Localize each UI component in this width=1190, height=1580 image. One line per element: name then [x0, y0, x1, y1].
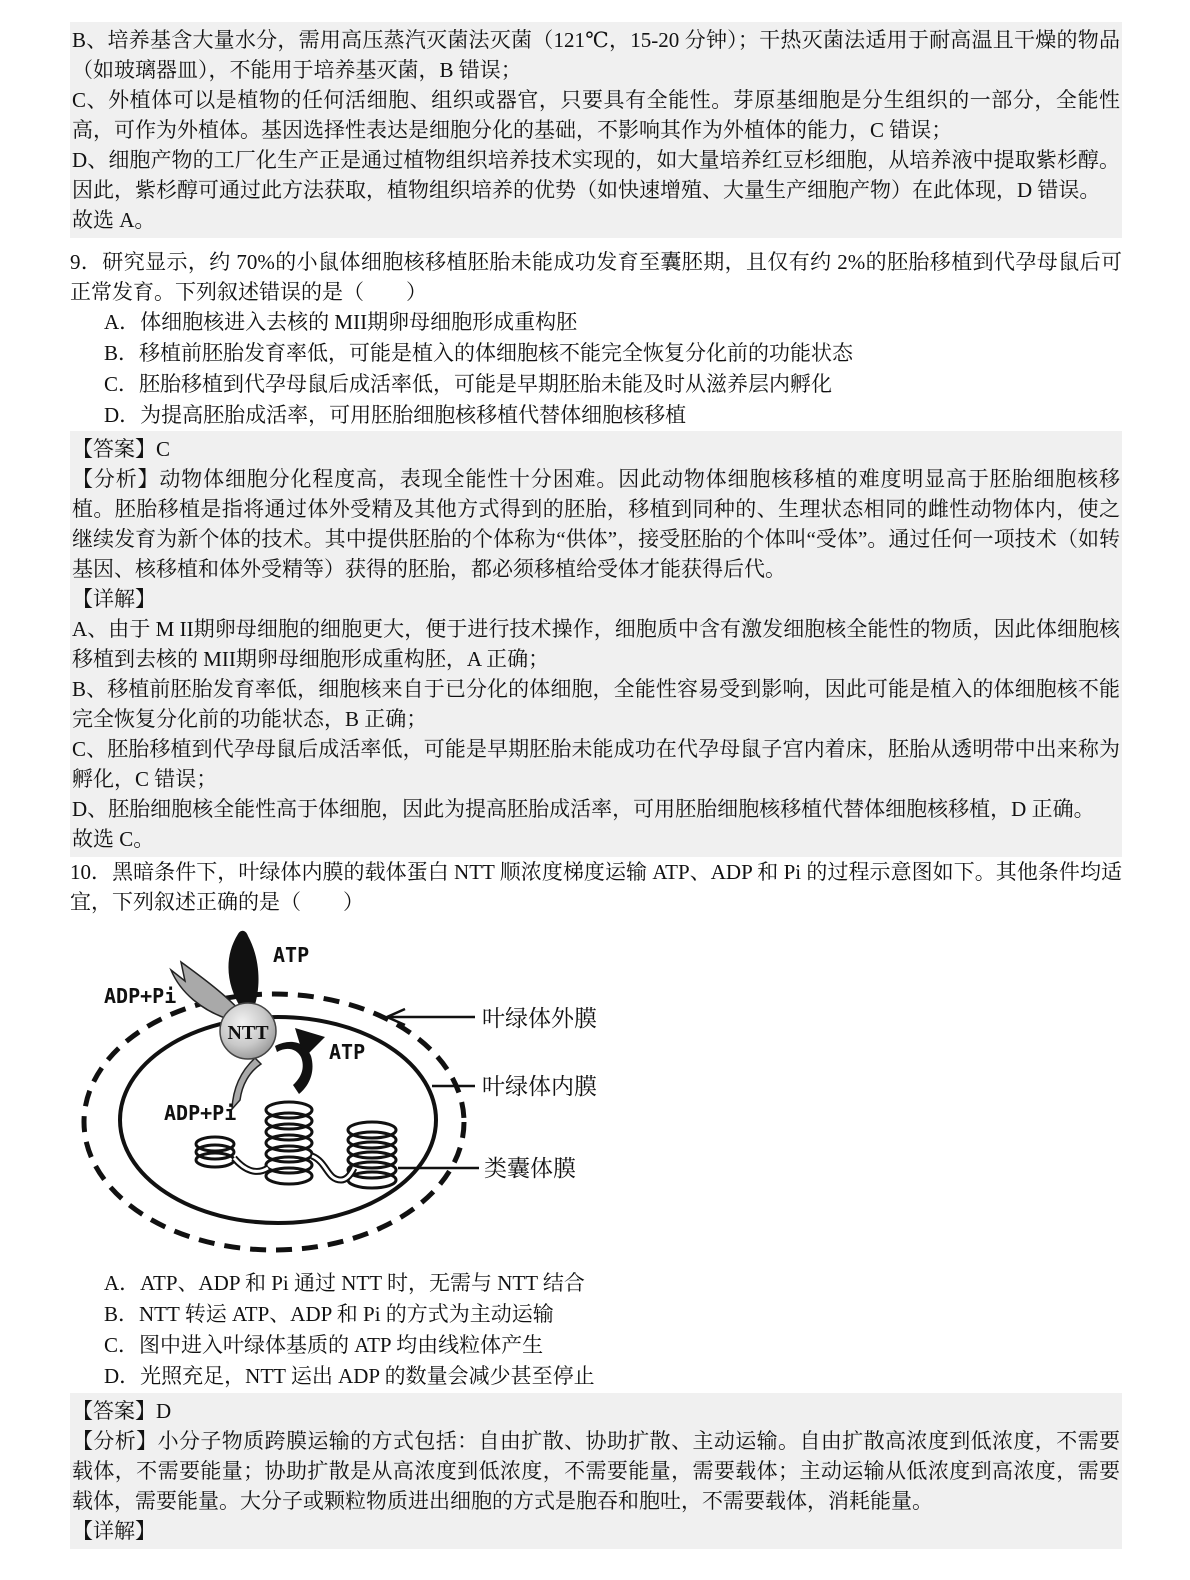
- document-body: [70, 22, 1122, 1549]
- question-10: [70, 857, 1122, 917]
- outer-membrane-leader: [387, 1009, 475, 1025]
- question-10-option-b: B．NTT 转运 ATP、ADP 和 Pi 的方式为主动运输: [104, 1302, 554, 1326]
- analysis-paragraph: 【分析】小分子物质跨膜运输的方式包括：自由扩散、协助扩散、主动运输。自由扩散高浓度到低浓度，不需要载体，不需要能量；协助扩散是从高浓度到低浓度，不需要能量，需要载体；主动运输从低浓度到高浓度，需要载体，需要能量。大分子或颗粒物质进出细胞的方式是胞吞和胞吐，不需要载体，消耗能量。: [72, 1429, 1120, 1513]
- ntt-label: NTT: [227, 1022, 269, 1044]
- answer-block-question-8: [70, 22, 1122, 238]
- atp-inside-label: ATP: [329, 1040, 366, 1064]
- adp-pi-outside-label: ADP+Pi: [104, 984, 177, 1008]
- inner-membrane-label: 叶绿体内膜: [482, 1074, 597, 1099]
- question-10-option-c: C．图中进入叶绿体基质的 ATP 均由线粒体产生: [104, 1333, 544, 1357]
- question-10-option-a: A．ATP、ADP 和 Pi 通过 NTT 时，无需与 NTT 结合: [104, 1271, 585, 1295]
- analysis-paragraph: 【分析】动物体细胞分化程度高，表现全能性十分困难。因此动物体细胞核移植的难度明显高于胚胎细胞核移植。胚胎移植是指将通过体外受精及其他方式得到的胚胎，移植到同种的、生理状态相同的雌性动物体内，使之继续发育为新个体的技术。其中提供胚胎的个体称为“供体”，接受胚胎的个体叫“受体”。通过任何一项技术（如转基因、核移植和体外受精等）获得的胚胎，都必须移植给受体才能获得后代。: [72, 467, 1120, 581]
- question-9: [70, 247, 1122, 431]
- detail-option-a: A、由于 M II期卵母细胞的细胞更大，便于进行技术操作，细胞质中含有激发细胞核全能性的物质，因此体细胞核移植到去核的 MII期卵母细胞形成重构胚，A 正确；: [72, 617, 1120, 671]
- question-9-option-a: A．体细胞核进入去核的 MII期卵母细胞形成重构胚: [104, 310, 578, 334]
- thylakoid-stack-middle: [266, 1102, 312, 1184]
- thylakoid-stack-right: [348, 1122, 396, 1188]
- answer-line: 【答案】C: [72, 437, 171, 461]
- adp-pi-inside-label: ADP+Pi: [164, 1101, 237, 1125]
- final-answer-line: 故选 C。: [72, 827, 155, 851]
- detail-option-b: B、移植前胚胎发育率低，细胞核来自于已分化的体细胞，全能性容易受到影响，因此可能是植入的体细胞核不能完全恢复分化前的功能状态，B 正确；: [72, 677, 1120, 731]
- question-9-option-b: B．移植前胚胎发育率低，可能是植入的体细胞核不能完全恢复分化前的功能状态: [104, 341, 854, 365]
- chloroplast-ntt-diagram: [75, 928, 620, 1262]
- thylakoid-connector-left: [234, 1158, 268, 1171]
- chloroplast-ntt-diagram-svg: [75, 928, 620, 1262]
- final-answer-line: 故选 A。: [72, 208, 156, 232]
- answer-line: 【答案】D: [72, 1399, 172, 1423]
- question-10-options: [70, 1268, 1122, 1392]
- explanation-option-c: C、外植体可以是植物的任何活细胞、组织或器官，只要具有全能性。芽原基细胞是分生组织的一部分，全能性高，可作为外植体。基因选择性表达是细胞分化的基础，不影响其作为外植体的能力，C 错误；: [72, 88, 1120, 142]
- outer-membrane-label: 叶绿体外膜: [482, 1006, 597, 1031]
- answer-block-question-10: [70, 1393, 1122, 1549]
- detail-option-d: D、胚胎细胞核全能性高于体细胞，因此为提高胚胎成活率，可用胚胎细胞核移植代替体细胞核移植，D 正确。: [72, 797, 1095, 821]
- detail-heading: 【详解】: [72, 587, 156, 611]
- thylakoid-stack-left: [196, 1137, 234, 1167]
- atp-arrow-inner: [275, 1028, 325, 1094]
- question-10-option-d: D．光照充足，NTT 运出 ADP 的数量会减少甚至停止: [104, 1364, 595, 1388]
- question-9-option-c: C．胚胎移植到代孕母鼠后成活率低，可能是早期胚胎未能及时从滋养层内孵化: [104, 372, 833, 396]
- adp-pi-arrow-inner: [232, 1058, 261, 1109]
- question-9-stem: 9．研究显示，约 70%的小鼠体细胞核移植胚胎未能成功发育至囊胚期，且仅有约 2%的胚胎移植到代孕母鼠后可正常发育。下列叙述错误的是（ ）: [70, 250, 1122, 304]
- detail-heading: 【详解】: [72, 1519, 156, 1543]
- thylakoid-membrane-label: 类囊体膜: [484, 1156, 576, 1181]
- explanation-option-d: D、细胞产物的工厂化生产正是通过植物组织培养技术实现的，如大量培养红豆杉细胞，从培养液中提取紫杉醇。因此，紫杉醇可通过此方法获取，植物组织培养的优势（如快速增殖、大量生产细胞产物）在此体现，D 错误。: [72, 148, 1120, 202]
- explanation-option-b: B、培养基含大量水分，需用高压蒸汽灭菌法灭菌（121℃，15-20 分钟）；干热灭菌法适用于耐高温且干燥的物品（如玻璃器皿），不能用于培养基灭菌，B 错误；: [72, 28, 1120, 82]
- detail-option-c: C、胚胎移植到代孕母鼠后成活率低，可能是早期胚胎未能成功在代孕母鼠子宫内着床，胚胎从透明带中出来称为孵化，C 错误；: [72, 737, 1120, 791]
- atp-outside-label: ATP: [273, 943, 310, 967]
- answer-block-question-9: [70, 431, 1122, 857]
- question-9-option-d: D．为提高胚胎成活率，可用胚胎细胞核移植代替体细胞核移植: [104, 403, 687, 427]
- question-10-stem: 10．黑暗条件下，叶绿体内膜的载体蛋白 NTT 顺浓度梯度运输 ATP、ADP 和 Pi 的过程示意图如下。其他条件均适宜，下列叙述正确的是（ ）: [70, 860, 1122, 914]
